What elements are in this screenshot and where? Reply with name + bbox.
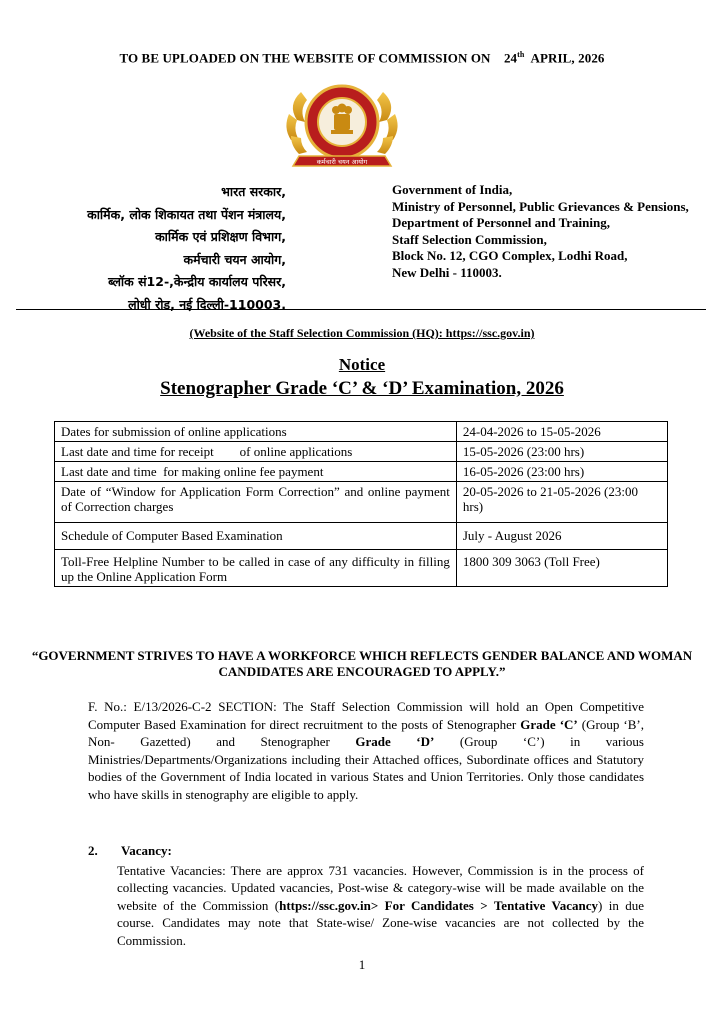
page-number: 1 — [358, 957, 366, 972]
hindi-address-line: कार्मिक, लोक शिकायत तथा पेंशन मंत्रालय, — [87, 206, 286, 222]
hindi-address-line: कर्मचारी चयन आयोग, — [183, 251, 286, 267]
section-title: Vacancy: — [121, 843, 172, 858]
table-row — [55, 523, 668, 550]
schedule-value: 1800 309 3063 (Toll Free) — [456, 550, 667, 587]
notice-heading: Notice — [338, 355, 386, 374]
vacancy-paragraph: Tentative Vacancies: There are approx 731 vacancies. However, Commission is in the process of collecting vacancies. Updated vacancies, Post-wise & category-wise will be made available on the website of the Commission (https://ssc.gov.in> For Candidates > Tentative Vacancy) in due course. Candidates may note that State-wise/ Zone-wise vacancies are not collected by the Commission. — [117, 863, 644, 948]
gender-balance-slogan: “GOVERNMENT STRIVES TO HAVE A WORKFORCE WHICH REFLECTS GENDER BALANCE AND WOMAN CANDIDATES ARE ENCOURAGED TO APPLY.” — [31, 648, 693, 679]
schedule-label: Schedule of Computer Based Examination — [55, 523, 457, 550]
hindi-address-line: कार्मिक एवं प्रशिक्षण विभाग, — [155, 229, 286, 244]
english-address-line: Ministry of Personnel, Public Grievances & Pensions, — [392, 198, 689, 214]
table-row — [55, 422, 668, 442]
english-address-line: Department of Personnel and Training, — [392, 215, 610, 230]
english-address-line: Block No. 12, CGO Complex, Lodhi Road, — [392, 248, 628, 263]
schedule-label: Last date and time for receipt of online applications — [55, 442, 457, 462]
english-address-line: New Delhi - 110003. — [392, 264, 502, 280]
vacancy-link[interactable]: https://ssc.gov.in> For Candidates > Tentative Vacancy — [279, 897, 598, 913]
ssc-emblem-icon — [277, 80, 407, 176]
english-address — [392, 182, 692, 281]
upload-date-line: TO BE UPLOADED ON THE WEBSITE OF COMMISSION ON 24th APRIL, 2026 — [119, 50, 605, 66]
hindi-address-line: ब्लॉक सं12-,केन्द्रीय कार्यालय परिसर, — [108, 274, 286, 289]
schedule-label: Dates for submission of online applications — [55, 422, 457, 442]
schedule-label: Toll-Free Helpline Number to be called in case of any difficulty in filling up the Online Application Form — [55, 550, 457, 587]
schedule-value: 20-05-2026 to 21-05-2026 (23:00 hrs) — [456, 482, 667, 523]
table-row — [55, 442, 668, 462]
schedule-value: 15-05-2026 (23:00 hrs) — [456, 442, 667, 462]
section-number: 2. — [88, 843, 98, 858]
hindi-address-line: भारत सरकार, — [221, 184, 286, 199]
schedule-value: July - August 2026 — [456, 523, 667, 550]
exam-title: Stenographer Grade ‘C’ & ‘D’ Examination, 2026 — [160, 378, 564, 399]
schedule-label: Last date and time for making online fee payment — [55, 462, 457, 482]
intro-paragraph: F. No.: E/13/2026-C-2 SECTION: The Staff Selection Commission will hold an Open Competitive Computer Based Examination for direct recruitment to the posts of Stenographer Grade ‘C’ (Group ‘B’, Non- Gazetted) and Stenographer Grade ‘D’ (Group ‘C’) in various Ministries/Departments/Organizations including their Attached offices, Subordinate offices and Statutory bodies of the Government of India located in various States and Union Territories. Only those candidates who have skills in stenography are eligible to apply. — [88, 699, 644, 802]
schedule-value: 24-04-2026 to 15-05-2026 — [456, 422, 667, 442]
english-address-line: Staff Selection Commission, — [392, 231, 547, 247]
website-line[interactable]: (Website of the Staff Selection Commission (HQ): https://ssc.gov.in) — [189, 326, 535, 340]
schedule-value: 16-05-2026 (23:00 hrs) — [456, 462, 667, 482]
table-row — [55, 462, 668, 482]
table-row — [55, 482, 668, 523]
hindi-address — [20, 181, 286, 316]
hindi-address-line: लोधी रोड, नई दिल्ली-110003. — [128, 296, 286, 312]
svg-text:कर्मचारी चयन आयोग: कर्मचारी चयन आयोग — [316, 158, 368, 166]
schedule-label: Date of “Window for Application Form Correction” and online payment of Correction charges — [55, 482, 457, 523]
header-divider — [16, 309, 706, 310]
table-row — [55, 550, 668, 587]
english-address-line: Government of India, — [392, 182, 513, 197]
schedule-table — [54, 421, 668, 587]
